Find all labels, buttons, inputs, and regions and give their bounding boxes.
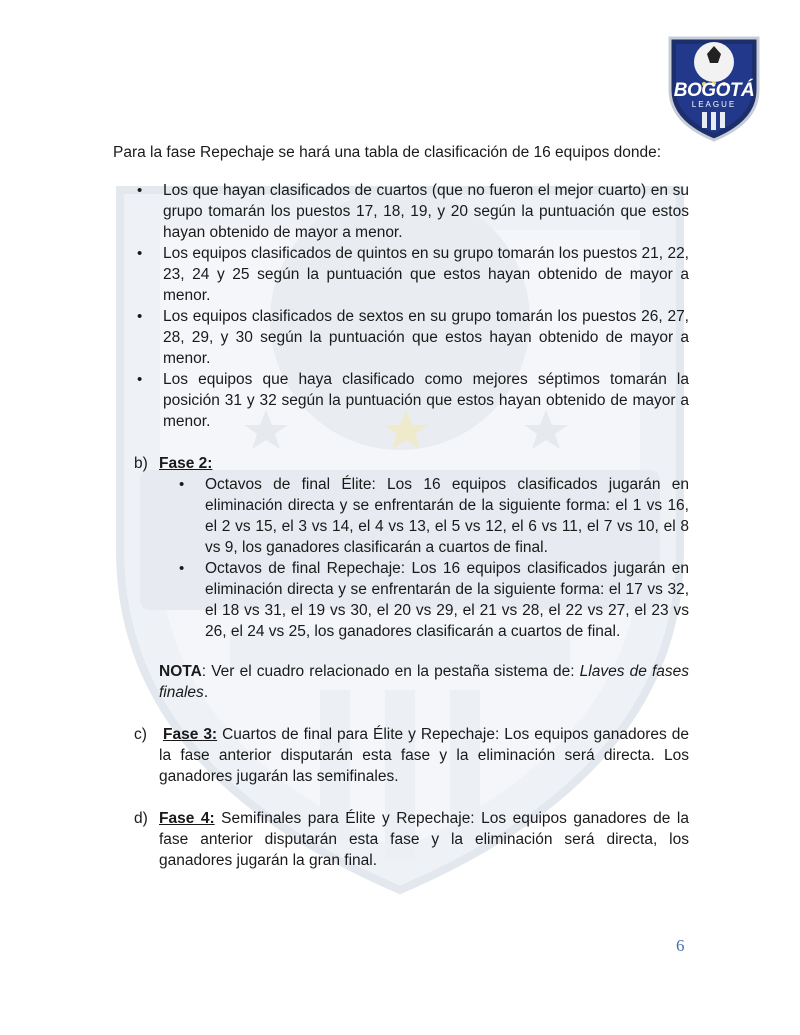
fase3-paragraph [159, 724, 689, 787]
fase3-title: Fase 3: [163, 726, 218, 743]
nota-italic: Llaves de fases finales [159, 663, 689, 701]
fase4-letter: d) [134, 810, 148, 827]
repechaje-list [163, 180, 689, 432]
list-item: • Los que hayan clasificados de cuartos (que no fueron el mejor cuarto) en su grupo tomarán los puestos 17, 18, 19, y 20 según la puntuación que estos hayan obtenido de mayor a menor. [163, 180, 689, 243]
fase4-paragraph [159, 808, 689, 871]
nota-end: . [203, 684, 209, 701]
intro-paragraph: Para la fase Repechaje se hará una tabla de clasificación de 16 equipos donde: [113, 144, 662, 161]
fase3-letter: c) [134, 726, 147, 743]
list-item: • Los equipos clasificados de quintos en su grupo tomarán los puestos 21, 22, 23, 24 y 25 según la puntuación que estos hayan obtenido de mayor a menor. [163, 243, 689, 306]
nota-label: NOTA [159, 663, 202, 680]
page-number: 6 [676, 936, 685, 955]
logo-text-league: LEAGUE [691, 100, 737, 109]
fase2-letter: b) [134, 455, 148, 472]
list-item: • Los equipos clasificados de sextos en su grupo tomarán los puestos 26, 27, 28, 29, y 30 según la puntuación que estos hayan obtenido de mayor a menor. [163, 306, 689, 369]
fase2-list [205, 474, 689, 642]
nota-text: : Ver el cuadro relacionado en la pestaña sistema de: [201, 663, 580, 680]
fase4-text: Semifinales para Élite y Repechaje: Los equipos ganadores de la fase anterior disputarán esta fase y la eliminación será directa, los ganadores jugarán la gran final. [159, 810, 689, 869]
fase4-title: Fase 4: [159, 810, 215, 827]
fase3-text: Cuartos de final para Élite y Repechaje: Los equipos ganadores de la fase anterior disputarán esta fase y la eliminación será directa. Los ganadores jugarán las semifinales. [159, 726, 689, 785]
fase2-title: Fase 2: [159, 455, 213, 472]
list-item: • Octavos de final Élite: Los 16 equipos clasificados jugarán en eliminación directa y se enfrentarán de la siguiente forma: el 1 vs 16, el 2 vs 15, el 3 vs 14, el 4 vs 13, el 5 vs 12, el 6 vs 11, el 7 vs 10, el 8 vs 9, los ganadores clasificarán a cuartos de final. [205, 474, 689, 558]
nota-paragraph [159, 661, 689, 703]
list-item: • Octavos de final Repechaje: Los 16 equipos clasificados jugarán en eliminación directa y se enfrentarán de la siguiente forma: el 17 vs 32, el 18 vs 31, el 19 vs 30, el 20 vs 29, el 21 vs 28, el 22 vs 27, el 23 vs 26, el 24 vs 25, los ganadores clasificarán a cuartos de final. [205, 558, 689, 642]
logo-text-bogota: BOGOTÁ [673, 80, 755, 101]
list-item: • Los equipos que haya clasificado como mejores séptimos tomarán la posición 31 y 32 según la puntuación que estos hayan obtenido de mayor a menor. [163, 369, 689, 432]
